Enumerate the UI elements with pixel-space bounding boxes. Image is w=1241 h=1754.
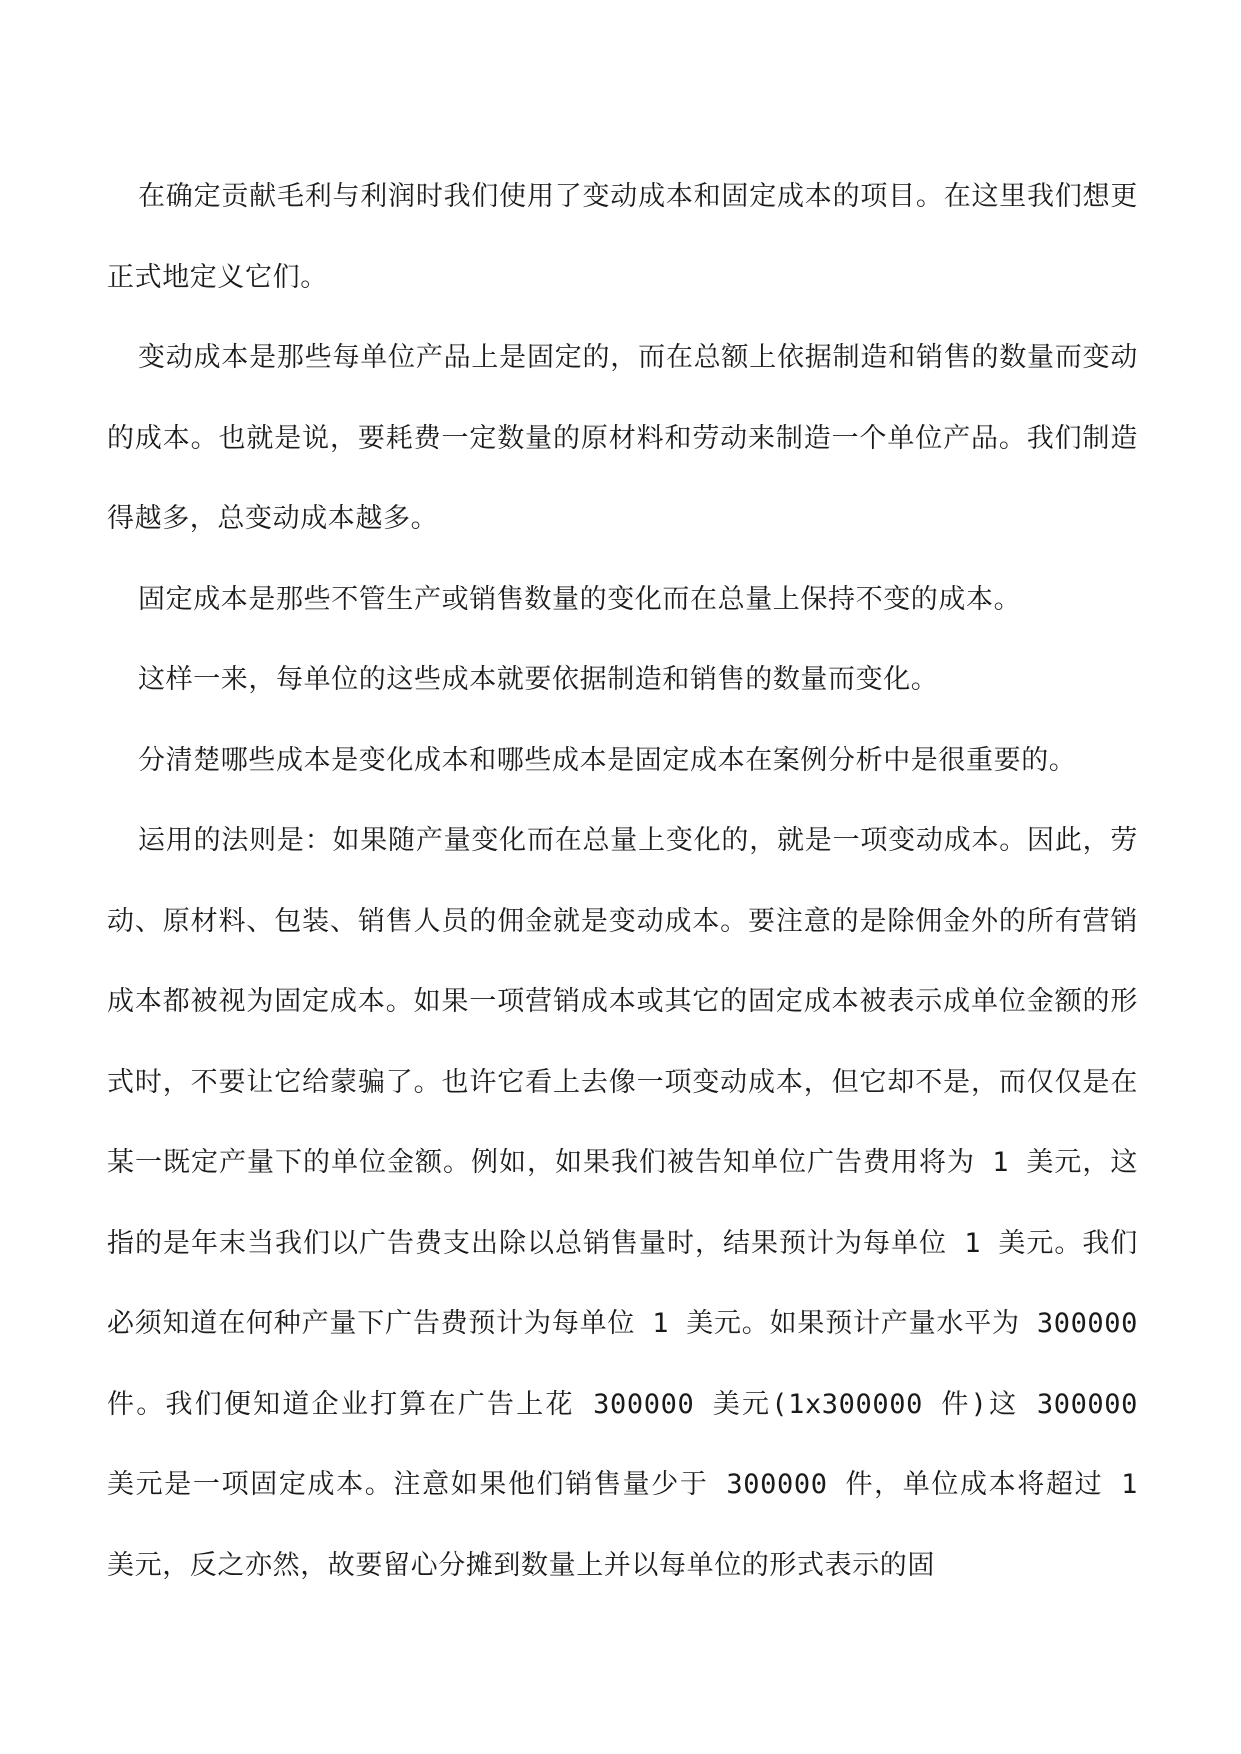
document-body: [107, 157, 1138, 1606]
paragraph-per-unit-variation: 这样一来，每单位的这些成本就要依据制造和销售的数量而变化。: [138, 664, 939, 695]
paragraph-importance: 分清楚哪些成本是变化成本和哪些成本是固定成本在案例分析中是很重要的。: [138, 744, 1077, 776]
paragraph-fixed-cost: 固定成本是那些不管生产或销售数量的变化而在总量上保持不变的成本。: [138, 583, 1022, 615]
paragraph-rule: 运用的法则是：如果随产量变化而在总量上变化的，就是一项变动成本。因此，劳动、原材料、包装、销售人员的佣金就是变动成本。要注意的是除佣金外的所有营销成本都被视为固定成本。如果一项营销成本或其它的固定成本被表示成单位金额的形式时，不要让它给蒙骗了。也许它看上去像一项变动成本，但它却不是，而仅仅是在某一既定产量下的单位金额。例如，如果我们被告知单位广告费用将为 1 美元，这指的是年末当我们以广告费支出除以总销售量时，结果预计为每单位 1 美元。我们必须知道在何种产量下广告费预计为每单位 1 美元。如果预计产量水平为 300000 件。我们便知道企业打算在广告上花 300000 美元(1x300000 件)这 300000 美元是一项固定成本。注意如果他们销售量少于 300000 件，单位成本将超过 1 美元，反之亦然，故要留心分摊到数量上并以每单位的形式表示的固: [107, 825, 1138, 1581]
paragraph-contribution-margin: 在确定贡献毛利与利润时我们使用了变动成本和固定成本的项目。在这里我们想更正式地定义它们。: [107, 181, 1138, 293]
paragraph-variable-cost: 变动成本是那些每单位产品上是固定的，而在总额上依据制造和销售的数量而变动的成本。也就是说，要耗费一定数量的原材料和劳动来制造一个单位产品。我们制造得越多，总变动成本越多。: [107, 342, 1138, 534]
